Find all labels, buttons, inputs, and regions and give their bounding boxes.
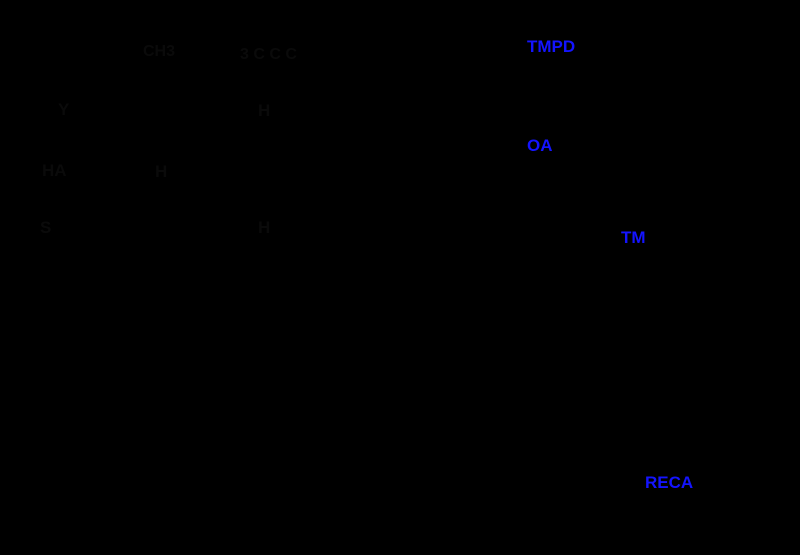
label-h-middle: H <box>155 162 168 181</box>
label-ccc: 3 C C C <box>240 46 297 63</box>
annotation-tm: TM <box>621 228 646 247</box>
label-y: Y <box>58 100 70 119</box>
label-h-top-right: H <box>258 101 271 120</box>
annotation-oa: OA <box>527 136 553 155</box>
label-h-bottom-right: H <box>258 218 271 237</box>
label-ch3: CH3 <box>143 43 176 60</box>
label-s: S <box>40 218 52 237</box>
annotation-reca: RECA <box>645 473 694 492</box>
annotation-tmpd: TMPD <box>527 37 576 56</box>
label-ha: HA <box>42 161 67 180</box>
